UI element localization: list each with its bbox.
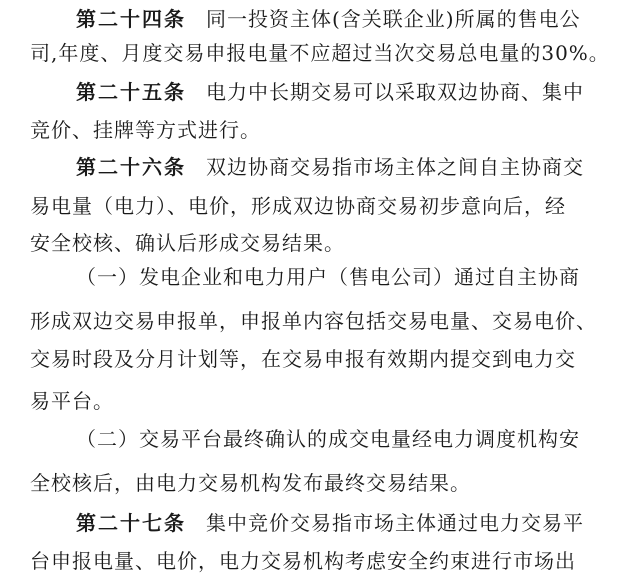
article-24-line-1 — [76, 4, 581, 34]
article-24-line-2 — [30, 38, 610, 68]
paragraph-text: 交易时段及分月计划等，在交易申报有效期内提交到电力交 — [30, 347, 576, 371]
item-1-line-1 — [76, 262, 580, 292]
article-heading: 第二十七条 — [76, 511, 186, 535]
article-26-line-3 — [30, 228, 345, 258]
item-1-line-4 — [30, 386, 114, 416]
paragraph-text: 集中竞价交易指市场主体通过电力交易平 — [206, 511, 584, 535]
paragraph-text: 易平台。 — [30, 389, 114, 413]
article-heading: 第二十五条 — [76, 80, 186, 104]
paragraph-text: （二）交易平台最终确认的成交电量经电力调度机构安 — [76, 427, 580, 451]
article-25-line-2 — [30, 115, 261, 145]
item-2-line-1 — [76, 424, 580, 454]
item-1-line-3 — [30, 344, 576, 374]
paragraph-text: 台申报电量、电价，电力交易机构考虑安全约束进行市场出 — [30, 549, 576, 573]
paragraph-text: 全校核后，由电力交易机构发布最终交易结果。 — [30, 471, 471, 495]
paragraph-text: 双边协商交易指市场主体之间自主协商交 — [206, 155, 584, 179]
paragraph-text: 电力中长期交易可以采取双边协商、集中 — [206, 80, 584, 104]
paragraph-text: 易电量（电力）、电价，形成双边协商交易初步意向后，经 — [30, 194, 566, 218]
article-26-line-2 — [30, 191, 566, 221]
paragraph-text: 同一投资主体(含关联企业)所属的售电公 — [206, 7, 581, 31]
item-2-line-2 — [30, 468, 471, 498]
article-26-line-1 — [76, 152, 584, 182]
article-27-line-1 — [76, 508, 584, 538]
item-1-line-2 — [30, 306, 597, 336]
paragraph-text: （一）发电企业和电力用户（售电公司）通过自主协商 — [76, 265, 580, 289]
paragraph-text: 司,年度、月度交易申报电量不应超过当次交易总电量的30%。 — [30, 41, 610, 65]
article-25-line-1 — [76, 77, 584, 107]
article-heading: 第二十六条 — [76, 155, 186, 179]
article-heading: 第二十四条 — [76, 7, 186, 31]
paragraph-text: 竞价、挂牌等方式进行。 — [30, 118, 261, 142]
article-27-line-2 — [30, 546, 576, 576]
paragraph-text: 安全校核、确认后形成交易结果。 — [30, 231, 345, 255]
paragraph-text: 形成双边交易申报单，申报单内容包括交易电量、交易电价、 — [30, 309, 597, 333]
